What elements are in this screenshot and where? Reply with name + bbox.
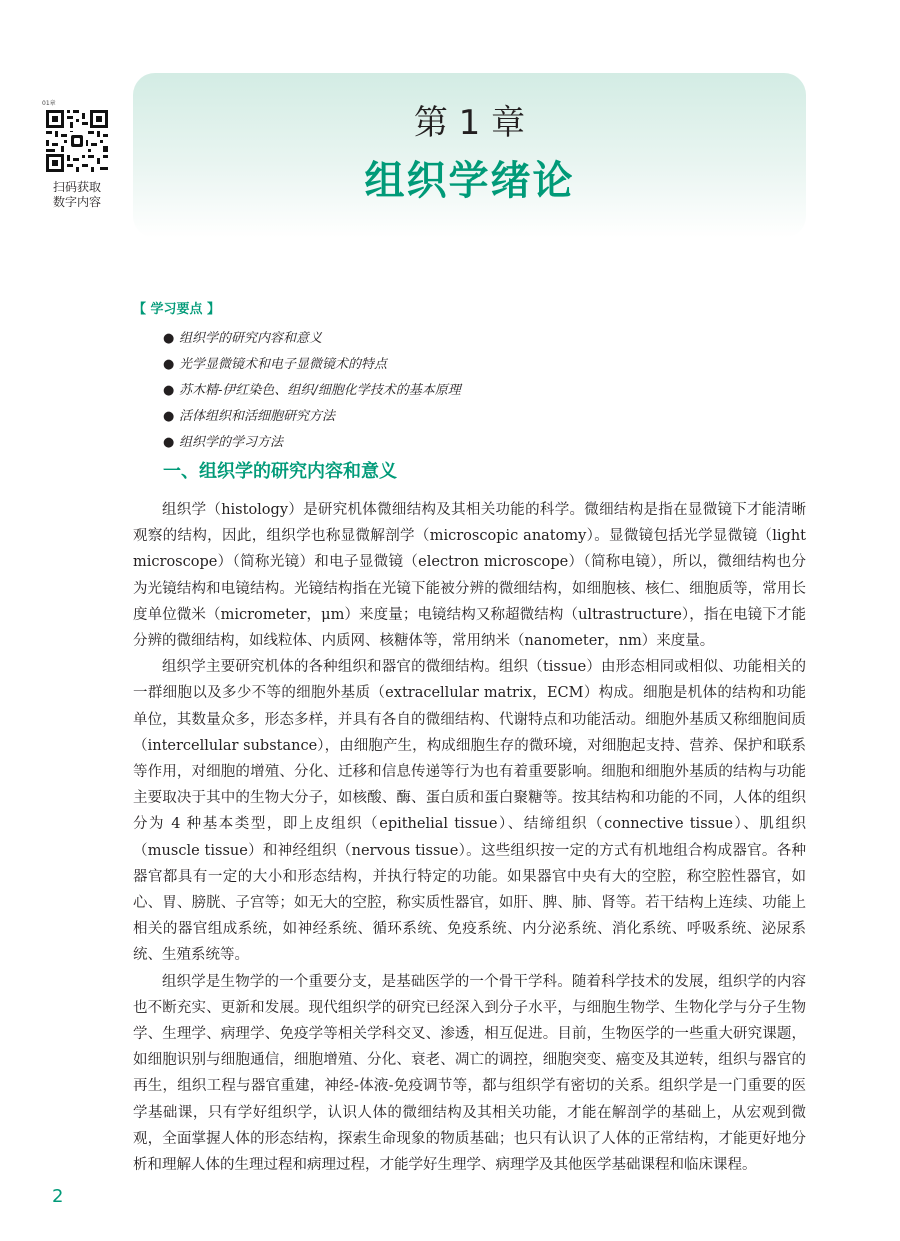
key-point-item: [133, 430, 806, 456]
page-number: 2: [52, 1186, 64, 1207]
qr-caption-line-2: 数字内容: [52, 195, 101, 209]
bullet-icon: ●: [163, 383, 175, 398]
chapter-banner: [133, 73, 806, 238]
bullet-icon: ●: [163, 331, 175, 346]
body-paragraph: 组织学主要研究机体的各种组织和器官的微细结构。组织（tissue）由形态相同或相似、功能相关的一群细胞以及多少不等的细胞外基质（extracellular matrix，ECM）构成。细胞是机体的结构和功能单位，其数量众多，形态多样，并具有各自的微细结构、代谢特点和功能活动。细胞外基质又称细胞间质（intercellular substance），由细胞产生，构成细胞生存的微环境，对细胞起支持、营养、保护和联系等作用，对细胞的增殖、分化、迁移和信息传递等行为也有着重要影响。细胞和细胞外基质的结构与功能主要取决于其中的生物大分子，如核酸、酶、蛋白质和蛋白聚糖等。按其结构和功能的不同，人体的组织分为 4 种基本类型，即上皮组织（epithelial tissue）、结缔组织（connective tissue）、肌组织（muscle tissue）和神经组织（nervous tissue）。这些组织按一定的方式有机地组合构成器官。各种器官都具有一定的大小和形态结构，并执行特定的功能。如果器官中央有大的空腔，称空腔性器官，如心、胃、膀胱、子宫等；如无大的空腔，称实质性器官，如肝、脾、肺、肾等。若干结构上连续、功能上相关的器官组成系统，如神经系统、循环系统、免疫系统、内分泌系统、消化系统、呼吸系统、泌尿系统、生殖系统等。: [133, 659, 806, 964]
key-point-text: 组织学的研究内容和意义: [179, 331, 323, 346]
qr-chapter-label: 01章: [42, 100, 56, 107]
qr-code-icon[interactable]: [44, 108, 110, 174]
key-point-item: [133, 326, 806, 352]
qr-caption: [38, 180, 116, 210]
key-points-list: [133, 326, 806, 456]
key-points-heading: 【 学习要点 】: [133, 302, 221, 317]
key-point-item: [133, 378, 806, 404]
key-point-text: 活体组织和活细胞研究方法: [179, 409, 336, 424]
body-paragraph: 组织学是生物学的一个重要分支，是基础医学的一个骨干学科。随着科学技术的发展，组织学的内容也不断充实、更新和发展。现代组织学的研究已经深入到分子水平，与细胞生物学、生物化学与分子生物学、生理学、病理学、免疫学等相关学科交叉、渗透，相互促进。目前，生物医学的一些重大研究课题，如细胞识别与细胞通信，细胞增殖、分化、衰老、凋亡的调控，细胞突变、癌变及其逆转，组织与器官的再生，组织工程与器官重建，神经-体液-免疫调节等，都与组织学有密切的关系。组织学是一门重要的医学基础课，只有学好组织学，认识人体的微细结构及其相关功能，才能在解剖学的基础上，从宏观到微观，全面掌握人体的形态结构，探索生命现象的物质基础；也只有认识了人体的正常结构，才能更好地分析和理解人体的生理过程和病理过程，才能学好生理学、病理学及其他医学基础课程和临床课程。: [133, 973, 806, 1174]
bullet-icon: ●: [163, 357, 175, 372]
qr-caption-line-1: 扫码获取: [52, 180, 101, 194]
section-heading: 一、组织学的研究内容和意义: [163, 461, 397, 482]
bullet-icon: ●: [163, 435, 175, 450]
key-point-text: 光学显微镜术和电子显微镜术的特点: [179, 357, 388, 372]
chapter-number: 第 1 章: [413, 103, 526, 143]
key-points-section: [133, 300, 806, 456]
body-paragraph: 组织学（histology）是研究机体微细结构及其相关功能的科学。微细结构是指在显微镜下才能清晰观察的结构，因此，组织学也称显微解剖学（microscopic anatomy）。显微镜包括光学显微镜（light microscope）（简称光镜）和电子显微镜（electron microscope）（简称电镜），所以，微细结构也分为光镜结构和电镜结构。光镜结构指在光镜下能被分辨的微细结构，如细胞核、核仁、细胞质等，常用长度单位微米（micrometer，μm）来度量；电镜结构又称超微结构（ultrastructure），指在电镜下才能分辨的微细结构，如线粒体、内质网、核糖体等，常用纳米（nanometer，nm）来度量。: [133, 502, 806, 650]
bullet-icon: ●: [163, 409, 175, 424]
key-point-text: 组织学的学习方法: [179, 435, 284, 450]
section-body: [133, 497, 806, 1178]
qr-code-block[interactable]: [38, 100, 116, 210]
chapter-title: 组织学绪论: [364, 158, 575, 204]
key-point-item: [133, 404, 806, 430]
key-point-text: 苏木精-伊红染色、组织/细胞化学技术的基本原理: [179, 383, 461, 398]
key-point-item: [133, 352, 806, 378]
